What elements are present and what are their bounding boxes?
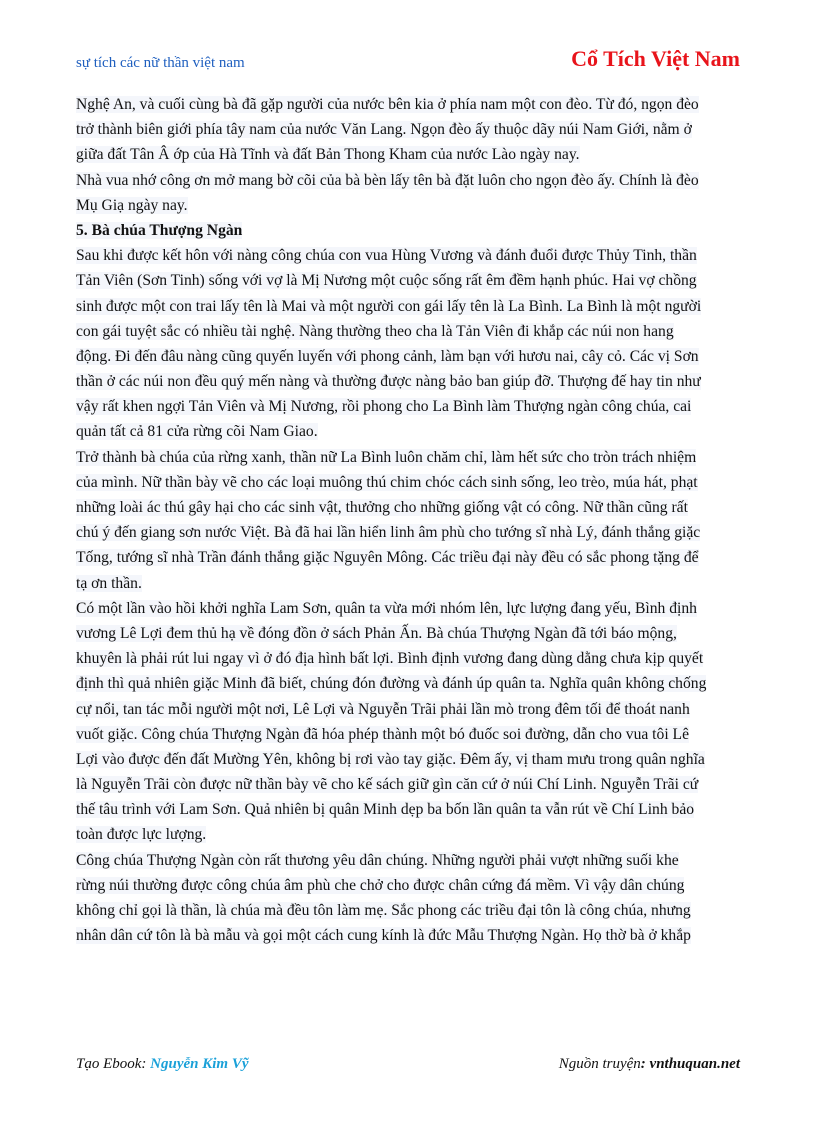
text-line-content: toàn được lực lượng. [76,826,207,844]
document-body [76,92,742,948]
text-line-content: vậy rất khen ngợi Tản Viên và Mị Nương, rồi phong cho La Bình làm Thượng ngàn công chúa, cai [76,398,692,416]
footer-separator: : [640,1056,650,1072]
text-line [76,571,742,596]
text-line [76,142,742,167]
text-line-content: chú ý đến giang sơn nước Việt. Bà đã hai lần hiển linh âm phù cho tướng sĩ nhà Lý, đánh thắng giặc [76,524,701,542]
text-line-content: rừng núi thường được công chúa âm phù che chở cho được chân cứng đá mềm. Vì vậy dân chúng [76,876,685,894]
text-line [76,495,742,520]
text-line [76,848,742,873]
section-heading-line [76,218,742,243]
text-line-content: con gái tuyệt sắc có nhiều tài nghệ. Nàng thường theo cha là Tản Viên đi khắp các núi non hang [76,322,674,340]
text-line [76,268,742,293]
text-line-content: Tản Viên (Sơn Tinh) sống với vợ là Mị Nương một cuộc sống rất êm đềm hạnh phúc. Hai vợ chồng [76,272,697,290]
text-line-content: vuốt giặc. Công chúa Thượng Ngàn đã hóa phép thành một bó đuốc soi đường, dẫn cho vua tôi Lê [76,725,689,743]
text-line-content: quản tất cả 81 cửa rừng cõi Nam Giao. [76,423,318,441]
text-line-content: nhân dân cứ tôn là bà mẫu và gọi một cách cung kính là đức Mẫu Thượng Ngàn. Họ thờ bà ở khắp [76,927,691,945]
text-line [76,671,742,696]
text-line-content: tạ ơn thần. [76,574,142,592]
text-line [76,319,742,344]
text-line [76,596,742,621]
ebook-credit [76,1056,249,1073]
text-line [76,243,742,268]
text-line-content: Sau khi được kết hôn với nàng công chúa con vua Hùng Vương và đánh đuổi được Thủy Tinh, thần [76,247,697,265]
text-line [76,294,742,319]
text-line [76,117,742,142]
text-line [76,92,742,117]
text-line [76,898,742,923]
text-line [76,646,742,671]
text-line [76,822,742,847]
text-line-content: Nhà vua nhớ công ơn mở mang bờ cõi của bà bèn lấy tên bà đặt luôn cho ngọn đèo ấy. Chính là đèo [76,171,699,189]
text-line-content: giữa đất Tân Â ớp của Hà Tĩnh và đất Bản Thong Kham của nước Lào ngày nay. [76,146,580,164]
text-line-content: Tống, tướng sĩ nhà Trần đánh thắng giặc Nguyên Mông. Các triều đại này đều có sắc phong tặng để [76,549,699,567]
text-line [76,797,742,822]
text-line-content: Lợi vào được đến đất Mường Yên, không bị rơi vào tay giặc. Đêm ấy, vị tham mưu trong quân nghĩa [76,750,705,768]
ebook-label: Tạo Ebook [76,1056,142,1072]
text-line [76,621,742,646]
source-site: vnthuquan.net [649,1056,740,1072]
text-line-content: khuyên là phải rút lui ngay vì ở đó địa hình bất lợi. Bình định vương đang dùng dằng chưa kịp quyết [76,650,704,668]
text-line-content: Có một lần vào hồi khởi nghĩa Lam Sơn, quân ta vừa mới nhóm lên, lực lượng đang yếu, Bình định [76,599,697,617]
text-line [76,747,742,772]
text-line [76,923,742,948]
ebook-author: Nguyễn Kim Vỹ [150,1056,249,1072]
text-line [76,470,742,495]
source-credit [559,1056,740,1073]
text-line-content: Trở thành bà chúa của rừng xanh, thần nữ La Bình luôn chăm chỉ, làm hết sức cho tròn trách nhiệm [76,448,697,466]
text-line [76,193,742,218]
text-line [76,168,742,193]
brand-title: Cổ Tích Việt Nam [571,46,740,71]
page-footer [76,1056,740,1076]
text-line [76,520,742,545]
text-line-content: là Nguyễn Trãi còn được nữ thần bày vẽ cho kế sách giữ gìn căn cứ ở núi Chí Linh. Nguyễn Trãi cứ [76,776,699,794]
text-line [76,369,742,394]
text-line [76,722,742,747]
text-line [76,697,742,722]
text-line [76,772,742,797]
text-line [76,545,742,570]
text-line-content: động. Đi đến đâu nàng cũng quyến luyến với phong cảnh, làm bạn với hươu nai, cây cỏ. Các vị Sơn [76,347,699,365]
text-line-content: trở thành biên giới phía tây nam của nước Văn Lang. Ngọn đèo ấy thuộc dãy núi Nam Giới, nằm ở [76,121,692,139]
text-line [76,344,742,369]
source-label: Nguồn truyện [558,1056,641,1072]
section-heading: 5. Bà chúa Thượng Ngàn [76,221,243,239]
text-line-content: thế tâu trình với Lam Sơn. Quả nhiên bị quân Minh dẹp ba bốn lần quân ta vẫn rút về Chí Linh bảo [76,801,695,819]
text-line [76,445,742,470]
text-line [76,873,742,898]
text-line-content: Nghệ An, và cuối cùng bà đã gặp người của nước bên kia ở phía nam một con đèo. Từ đó, ngọn đèo [76,96,699,113]
book-title: sự tích các nữ thần việt nam [76,55,245,71]
text-line-content: thần ở các núi non đều quý mến nàng và thường được nàng bảo ban giúp đỡ. Thượng đế hay tin như [76,373,701,391]
text-line-content: Mụ Giạ ngày nay. [76,196,188,214]
text-line-content: vương Lê Lợi đem thủ hạ về đóng đồn ở sách Phản Ấn. Bà chúa Thượng Ngàn đã tới báo mộng, [76,624,677,642]
text-line-content: cự nổi, tan tác mỗi người một nơi, Lê Lợi và Nguyễn Trãi phải lần mò trong đêm tối để thoát nanh [76,700,690,718]
text-line-content: không chỉ gọi là thần, là chúa mà đều tôn làm mẹ. Sắc phong các triều đại tôn là công chúa, nhưng [76,902,691,919]
text-line-content: những loài ác thú gây hại cho các sinh vật, thưởng cho những giống vật có công. Nữ thần cũng rất [76,499,688,516]
text-line-content: của mình. Nữ thần bày vẽ cho các loại muông thú chim chóc cách sinh sống, leo trèo, múa hát, phạt [76,473,698,491]
page-header [76,46,740,78]
text-line-content: định thì quả nhiên giặc Minh đã biết, chúng đón đường và đánh úp quân ta. Nghĩa quân không chống [76,675,707,693]
text-line-content: Công chúa Thượng Ngàn còn rất thương yêu dân chúng. Những người phải vượt những suối khe [76,851,679,869]
text-line [76,419,742,444]
text-line-content: sinh được một con trai lấy tên là Mai và một người con gái lấy tên là La Bình. La Bình là một người [76,297,702,315]
footer-separator: : [141,1056,151,1072]
text-line [76,394,742,419]
